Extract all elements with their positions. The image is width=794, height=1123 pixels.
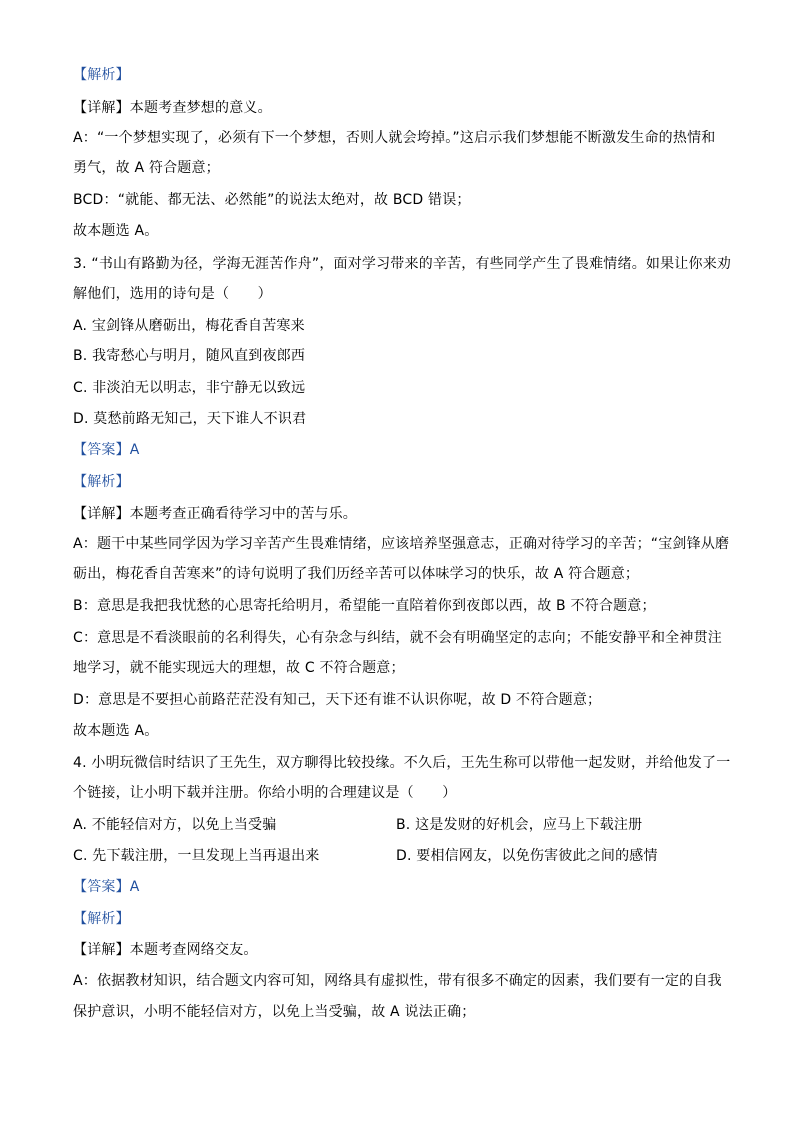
explanation-line: 【详解】本题考查网络交友。 [73,942,258,958]
question-3-option-b: B. 我寄愁心与明月，随风直到夜郎西 [73,348,306,364]
analysis-label: 【解析】 [73,67,130,83]
answer-label: 【答案】A [73,879,140,895]
analysis-label: 【解析】 [73,911,130,927]
question-3-stem: 解他们，选用的诗句是（ ） [73,286,272,302]
question-4-option-b: B. 这是发财的好机会，应马上下载注册 [396,817,643,833]
explanation-line: BCD：“就能、都无法、必然能”的说法太绝对，故 BCD 错误； [73,192,471,208]
explanation-line: 故本题选 A。 [73,223,159,239]
question-4-option-c: C. 先下载注册，一旦发现上当再退出来 [73,848,320,864]
explanation-line: 砺出，梅花香自苦寒来”的诗句说明了我们历经辛苦可以体味学习的快乐，故 A 符合题意； [73,566,640,582]
question-4-option-d: D. 要相信网友，以免伤害彼此之间的感情 [396,848,658,864]
explanation-line: 【详解】本题考查梦想的意义。 [73,100,272,116]
explanation-line: 【详解】本题考查正确看待学习中的苦与乐。 [73,506,357,522]
explanation-line: 地学习，就不能实现远大的理想，故 C 不符合题意； [73,660,405,676]
question-4-stem: 4. 小明玩微信时结识了王先生，双方聊得比较投缘。不久后，王先生称可以带他一起发财，并给他发了一 [73,755,731,771]
explanation-line: A：“一个梦想实现了，必须有下一个梦想，否则人就会垮掉。”这启示我们梦想能不断激发生命的热情和 [73,130,716,146]
question-4-stem: 个链接，让小明下载并注册。你给小明的合理建议是（ ） [73,785,457,801]
answer-label: 【答案】A [73,442,140,458]
question-3-stem: 3. “书山有路勤为径，学海无涯苦作舟”，面对学习带来的辛苦，有些同学产生了畏难情绪。如果让你来劝 [73,256,732,272]
question-3-option-c: C. 非淡泊无以明志，非宁静无以致远 [73,380,306,396]
question-4-option-a: A. 不能轻信对方，以免上当受骗 [73,817,277,833]
explanation-line: 故本题选 A。 [73,723,159,739]
question-3-option-d: D. 莫愁前路无知己，天下谁人不识君 [73,411,307,427]
explanation-line: A：依据教材知识，结合题文内容可知，网络具有虚拟性，带有很多不确定的因素，我们要有一定的自我 [73,973,722,989]
explanation-line: A：题干中某些同学因为学习辛苦产生畏难情绪，应该培养坚强意志，正确对待学习的辛苦；“宝剑锋从磨 [73,536,730,552]
analysis-label: 【解析】 [73,474,130,490]
explanation-line: C：意思是不看淡眼前的名利得失，心有杂念与纠结，就不会有明确坚定的志向；不能安静平和全神贯注 [73,630,722,646]
explanation-line: B：意思是我把我忧愁的心思寄托给明月，希望能一直陪着你到夜郎以西，故 B 不符合题意； [73,598,656,614]
explanation-line: 勇气，故 A 符合题意； [73,160,220,176]
question-3-option-a: A. 宝剑锋从磨砺出，梅花香自苦寒来 [73,318,305,334]
explanation-line: D：意思是不要担心前路茫茫没有知己，天下还有谁不认识你呢，故 D 不符合题意； [73,692,602,708]
explanation-line: 保护意识，小明不能轻信对方，以免上当受骗，故 A 说法正确； [73,1004,476,1020]
